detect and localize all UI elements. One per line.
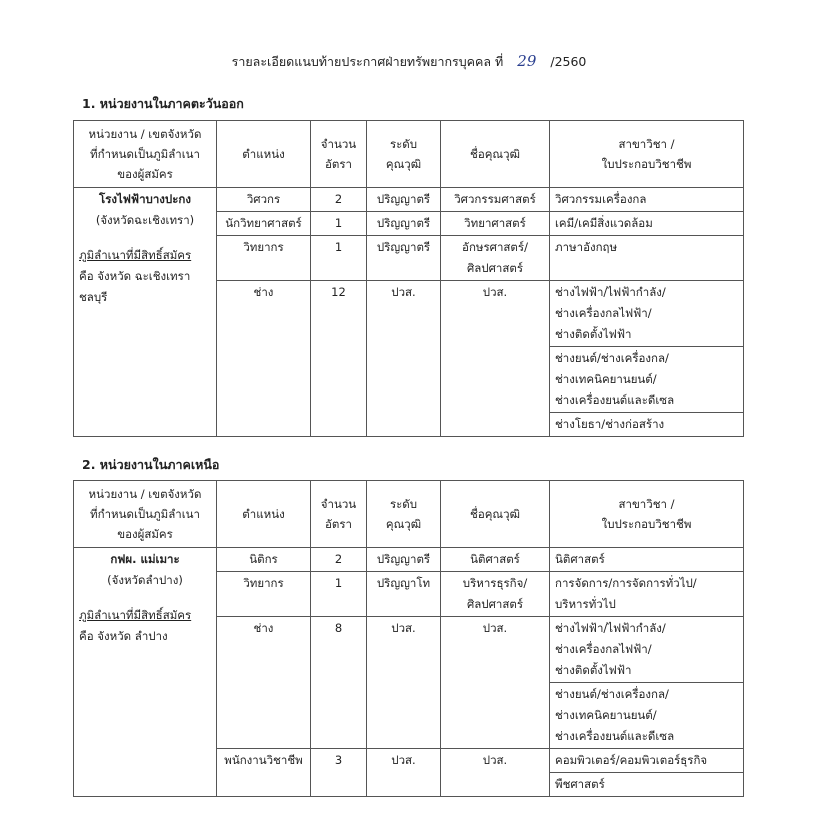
degree-cell: วิทยาศาสตร์	[441, 212, 550, 236]
table-east	[73, 120, 744, 437]
major-cell: วิศวกรรมเครื่องกล	[550, 188, 744, 212]
degree-cell: ปวส.	[441, 281, 550, 437]
domicile-label: ภูมิลำเนาที่มีสิทธิ์สมัคร	[79, 608, 192, 622]
unit-province: (จังหวัดฉะเชิงเทรา)	[95, 213, 195, 227]
level-cell: ปริญญาตรี	[367, 548, 441, 572]
unit-name: กฟผ. แม่เมาะ	[110, 552, 180, 566]
unit-name: โรงไฟฟ้าบางปะกง	[99, 192, 191, 206]
domicile-label: ภูมิลำเนาที่มีสิทธิ์สมัคร	[79, 248, 192, 262]
count-cell: 3	[311, 749, 367, 797]
degree-cell: วิศวกรรมศาสตร์	[441, 188, 550, 212]
position-cell: วิศวกร	[217, 188, 311, 212]
major-cell: ช่างยนต์/ช่างเครื่องกล/ ช่างเทคนิคยานยนต์/ ช่างเครื่องยนต์และดีเซล	[550, 683, 744, 749]
position-cell: ช่าง	[217, 281, 311, 437]
header-unit: หน่วยงาน / เขตจังหวัด ที่กำหนดเป็นภูมิลำเนา ของผู้สมัคร	[74, 481, 217, 548]
level-cell: ปวส.	[367, 749, 441, 797]
level-cell: ปริญญาตรี	[367, 236, 441, 281]
position-cell: นักวิทยาศาสตร์	[217, 212, 311, 236]
unit-cell	[74, 188, 217, 437]
level-cell: ปริญญาตรี	[367, 212, 441, 236]
header-major: สาขาวิชา / ใบประกอบวิชาชีพ	[550, 481, 744, 548]
count-cell: 2	[311, 548, 367, 572]
degree-cell: ปวส.	[441, 617, 550, 749]
domicile-line: คือ จังหวัด ลำปาง	[79, 629, 168, 643]
header-count: จำนวน อัตรา	[311, 121, 367, 188]
position-cell: พนักงานวิชาชีพ	[217, 749, 311, 797]
domicile-line: คือ จังหวัด ฉะเชิงเทรา	[79, 269, 191, 283]
unit-cell	[74, 548, 217, 797]
header-level: ระดับ คุณวุฒิ	[367, 481, 441, 548]
header-count: จำนวน อัตรา	[311, 481, 367, 548]
position-cell: นิติกร	[217, 548, 311, 572]
count-cell: 12	[311, 281, 367, 437]
table-row	[74, 188, 744, 212]
count-cell: 1	[311, 212, 367, 236]
degree-cell: ปวส.	[441, 749, 550, 797]
major-cell: ช่างยนต์/ช่างเครื่องกล/ ช่างเทคนิคยานยนต์/ ช่างเครื่องยนต์และดีเซล	[550, 347, 744, 413]
major-cell: เคมี/เคมีสิ่งแวดล้อม	[550, 212, 744, 236]
count-cell: 1	[311, 572, 367, 617]
degree-cell: อักษรศาสตร์/ ศิลปศาสตร์	[441, 236, 550, 281]
header-position: ตำแหน่ง	[217, 481, 311, 548]
position-cell: ช่าง	[217, 617, 311, 749]
level-cell: ปวส.	[367, 617, 441, 749]
major-cell: นิติศาสตร์	[550, 548, 744, 572]
major-cell: ช่างโยธา/ช่างก่อสร้าง	[550, 413, 744, 437]
title-suffix: /2560	[550, 54, 587, 69]
section-heading-north: 2. หน่วยงานในภาคเหนือ	[82, 457, 220, 472]
major-cell: การจัดการ/การจัดการทั่วไป/ บริหารทั่วไป	[550, 572, 744, 617]
major-cell: ช่างไฟฟ้า/ไฟฟ้ากำลัง/ ช่างเครื่องกลไฟฟ้า/ ช่างติดตั้งไฟฟ้า	[550, 617, 744, 683]
domicile-line: ชลบุรี	[79, 290, 108, 304]
degree-cell: บริหารธุรกิจ/ ศิลปศาสตร์	[441, 572, 550, 617]
count-cell: 2	[311, 188, 367, 212]
unit-province: (จังหวัดลำปาง)	[107, 573, 183, 587]
title-number: 29	[517, 52, 537, 70]
header-position: ตำแหน่ง	[217, 121, 311, 188]
degree-cell: นิติศาสตร์	[441, 548, 550, 572]
header-degree: ชื่อคุณวุฒิ	[441, 121, 550, 188]
level-cell: ปริญญาตรี	[367, 188, 441, 212]
major-cell: คอมพิวเตอร์/คอมพิวเตอร์ธุรกิจ	[550, 749, 744, 773]
section-heading-east: 1. หน่วยงานในภาคตะวันออก	[82, 96, 244, 111]
position-cell: วิทยากร	[217, 236, 311, 281]
position-cell: วิทยากร	[217, 572, 311, 617]
header-level: ระดับ คุณวุฒิ	[367, 121, 441, 188]
major-cell: ภาษาอังกฤษ	[550, 236, 744, 281]
major-cell: พืชศาสตร์	[550, 773, 744, 797]
table-north	[73, 480, 744, 797]
major-cell: ช่างไฟฟ้า/ไฟฟ้ากำลัง/ ช่างเครื่องกลไฟฟ้า/ ช่างติดตั้งไฟฟ้า	[550, 281, 744, 347]
count-cell: 8	[311, 617, 367, 749]
document-title	[0, 52, 818, 72]
table-row	[74, 548, 744, 572]
header-major: สาขาวิชา / ใบประกอบวิชาชีพ	[550, 121, 744, 188]
count-cell: 1	[311, 236, 367, 281]
level-cell: ปริญญาโท	[367, 572, 441, 617]
level-cell: ปวส.	[367, 281, 441, 437]
header-degree: ชื่อคุณวุฒิ	[441, 481, 550, 548]
header-unit: หน่วยงาน / เขตจังหวัด ที่กำหนดเป็นภูมิลำเนา ของผู้สมัคร	[74, 121, 217, 188]
title-prefix: รายละเอียดแนบท้ายประกาศฝ่ายทรัพยากรบุคคล ที่	[231, 54, 504, 69]
